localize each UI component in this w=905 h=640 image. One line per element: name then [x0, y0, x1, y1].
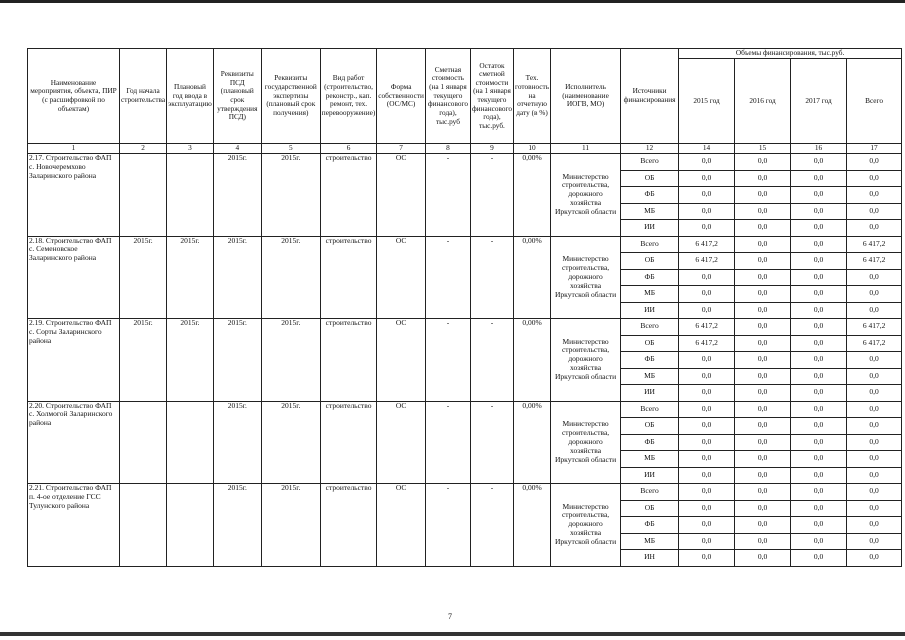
column-number: 2 [120, 144, 167, 154]
value-2015: 0,0 [679, 368, 735, 385]
column-number: 7 [377, 144, 426, 154]
value-total: 0,0 [847, 170, 902, 187]
funding-source: ОБ [621, 335, 679, 352]
commission-year: 2015г. [167, 236, 214, 319]
value-2015: 0,0 [679, 401, 735, 418]
psd-date: 2015г. [213, 484, 261, 567]
ownership: ОС [377, 154, 426, 237]
value-2015: 0,0 [679, 286, 735, 303]
value-total: 6 417,2 [847, 253, 902, 270]
value-2017: 0,0 [791, 220, 847, 237]
value-2017: 0,0 [791, 236, 847, 253]
funding-source: ИН [621, 550, 679, 567]
value-2017: 0,0 [791, 500, 847, 517]
value-2016: 0,0 [735, 187, 791, 204]
value-total: 0,0 [847, 434, 902, 451]
value-total: 0,0 [847, 269, 902, 286]
funding-source: Всего [621, 484, 679, 501]
commission-year [167, 154, 214, 237]
value-total: 0,0 [847, 368, 902, 385]
value-2015: 0,0 [679, 187, 735, 204]
header-commission: Плановый год ввода в эксплуатацию [167, 49, 214, 144]
scan-edge-top [0, 0, 905, 3]
start-year [120, 154, 167, 237]
value-total: 0,0 [847, 500, 902, 517]
column-number: 10 [514, 144, 551, 154]
value-2016: 0,0 [735, 319, 791, 336]
funding-source: Всего [621, 154, 679, 171]
table-row [28, 154, 902, 171]
funding-source: МБ [621, 451, 679, 468]
executor: Министерство строительства, дорожного хозяйства Иркутской области [551, 236, 621, 319]
estimate-cost: - [425, 154, 470, 237]
value-2015: 0,0 [679, 434, 735, 451]
funding-source: ИИ [621, 302, 679, 319]
executor: Министерство строительства, дорожного хозяйства Иркутской области [551, 484, 621, 567]
funding-source: МБ [621, 286, 679, 303]
value-2017: 0,0 [791, 203, 847, 220]
value-2015: 0,0 [679, 302, 735, 319]
page-number: 7 [448, 612, 452, 621]
value-2017: 0,0 [791, 286, 847, 303]
ownership: ОС [377, 236, 426, 319]
header-funding-group: Объемы финансирования, тыс.руб. [679, 49, 902, 59]
start-year: 2015г. [120, 319, 167, 402]
value-2016: 0,0 [735, 302, 791, 319]
value-2015: 0,0 [679, 550, 735, 567]
value-2016: 0,0 [735, 550, 791, 567]
readiness: 0,00% [514, 484, 551, 567]
scan-edge-bottom [0, 632, 905, 636]
column-number-row [28, 144, 902, 154]
value-total: 6 417,2 [847, 335, 902, 352]
value-2017: 0,0 [791, 550, 847, 567]
remaining-cost: - [470, 484, 513, 567]
funding-source: ИИ [621, 220, 679, 237]
column-number: 6 [320, 144, 377, 154]
executor: Министерство строительства, дорожного хозяйства Иркутской области [551, 154, 621, 237]
column-number: 14 [679, 144, 735, 154]
value-total: 0,0 [847, 302, 902, 319]
value-total: 0,0 [847, 484, 902, 501]
value-total: 0,0 [847, 154, 902, 171]
funding-source: ИИ [621, 467, 679, 484]
value-total: 0,0 [847, 550, 902, 567]
table-row [28, 484, 902, 501]
commission-year [167, 401, 214, 484]
funding-source: Всего [621, 401, 679, 418]
readiness: 0,00% [514, 236, 551, 319]
executor: Министерство строительства, дорожного хозяйства Иркутской области [551, 401, 621, 484]
column-number: 11 [551, 144, 621, 154]
funding-source: Всего [621, 236, 679, 253]
column-number: 4 [213, 144, 261, 154]
project-name: 2.18. Строительство ФАП с. Семеновское Заларинского района [28, 236, 120, 319]
header-year-2016: 2016 год [735, 59, 791, 144]
expertise-date: 2015г. [261, 401, 320, 484]
value-2015: 0,0 [679, 484, 735, 501]
financing-table [27, 48, 902, 567]
estimate-cost: - [425, 484, 470, 567]
header-estimate: Сметная стоимость (на 1 января текущего финансового года), тыс.руб [425, 49, 470, 144]
expertise-date: 2015г. [261, 484, 320, 567]
start-year [120, 484, 167, 567]
remaining-cost: - [470, 154, 513, 237]
funding-source: ФБ [621, 269, 679, 286]
value-2017: 0,0 [791, 352, 847, 369]
value-2016: 0,0 [735, 418, 791, 435]
remaining-cost: - [470, 401, 513, 484]
value-2016: 0,0 [735, 154, 791, 171]
column-number: 5 [261, 144, 320, 154]
value-total: 0,0 [847, 187, 902, 204]
expertise-date: 2015г. [261, 236, 320, 319]
header-sources: Источники финансирования [621, 49, 679, 144]
psd-date: 2015г. [213, 319, 261, 402]
value-2016: 0,0 [735, 203, 791, 220]
value-2017: 0,0 [791, 319, 847, 336]
value-2016: 0,0 [735, 352, 791, 369]
value-total: 0,0 [847, 517, 902, 534]
table-row [28, 236, 902, 253]
funding-source: ФБ [621, 352, 679, 369]
value-2017: 0,0 [791, 434, 847, 451]
value-2015: 6 417,2 [679, 253, 735, 270]
column-number: 1 [28, 144, 120, 154]
funding-source: Всего [621, 319, 679, 336]
ownership: ОС [377, 401, 426, 484]
column-number: 16 [791, 144, 847, 154]
value-2017: 0,0 [791, 517, 847, 534]
value-2015: 0,0 [679, 170, 735, 187]
readiness: 0,00% [514, 154, 551, 237]
value-2016: 0,0 [735, 236, 791, 253]
value-2017: 0,0 [791, 484, 847, 501]
value-2015: 0,0 [679, 517, 735, 534]
work-type: строительство [320, 236, 377, 319]
value-2016: 0,0 [735, 170, 791, 187]
executor: Министерство строительства, дорожного хозяйства Иркутской области [551, 319, 621, 402]
funding-source: МБ [621, 368, 679, 385]
value-2015: 0,0 [679, 203, 735, 220]
value-2016: 0,0 [735, 517, 791, 534]
value-2015: 0,0 [679, 418, 735, 435]
value-2016: 0,0 [735, 368, 791, 385]
column-number: 8 [425, 144, 470, 154]
column-number: 17 [847, 144, 902, 154]
expertise-date: 2015г. [261, 154, 320, 237]
value-2015: 0,0 [679, 352, 735, 369]
project-name: 2.19. Строительство ФАП с. Сорты Заларинского района [28, 319, 120, 402]
value-2016: 0,0 [735, 335, 791, 352]
project-name: 2.20. Строительство ФАП с. Холмогой Заларинского района [28, 401, 120, 484]
estimate-cost: - [425, 319, 470, 402]
value-2017: 0,0 [791, 467, 847, 484]
value-2017: 0,0 [791, 418, 847, 435]
psd-date: 2015г. [213, 401, 261, 484]
value-2017: 0,0 [791, 302, 847, 319]
value-total: 0,0 [847, 385, 902, 402]
project-name: 2.21. Строительство ФАП п. 4-ое отделение ГСС Тулунского района [28, 484, 120, 567]
value-total: 0,0 [847, 533, 902, 550]
column-number: 3 [167, 144, 214, 154]
value-total: 0,0 [847, 286, 902, 303]
funding-source: ОБ [621, 418, 679, 435]
estimate-cost: - [425, 401, 470, 484]
header-readiness: Тех. готовность на отчетную дату (в %) [514, 49, 551, 144]
value-2016: 0,0 [735, 451, 791, 468]
funding-source: ФБ [621, 187, 679, 204]
value-total: 0,0 [847, 401, 902, 418]
value-2016: 0,0 [735, 401, 791, 418]
header-year-2015: 2015 год [679, 59, 735, 144]
value-2016: 0,0 [735, 484, 791, 501]
remaining-cost: - [470, 236, 513, 319]
table-row [28, 401, 902, 418]
readiness: 0,00% [514, 401, 551, 484]
table-row [28, 319, 902, 336]
value-2017: 0,0 [791, 269, 847, 286]
commission-year: 2015г. [167, 319, 214, 402]
header-remaining: Остаток сметной стоимости (на 1 января текущего финансового года), тыс.руб. [470, 49, 513, 144]
value-2017: 0,0 [791, 170, 847, 187]
funding-source: ОБ [621, 500, 679, 517]
ownership: ОС [377, 484, 426, 567]
value-2016: 0,0 [735, 500, 791, 517]
value-2017: 0,0 [791, 368, 847, 385]
funding-source: ОБ [621, 170, 679, 187]
value-total: 6 417,2 [847, 236, 902, 253]
value-2017: 0,0 [791, 385, 847, 402]
value-2016: 0,0 [735, 220, 791, 237]
value-2017: 0,0 [791, 401, 847, 418]
remaining-cost: - [470, 319, 513, 402]
value-2016: 0,0 [735, 434, 791, 451]
commission-year [167, 484, 214, 567]
value-2017: 0,0 [791, 253, 847, 270]
value-2015: 0,0 [679, 500, 735, 517]
start-year: 2015г. [120, 236, 167, 319]
value-total: 0,0 [847, 418, 902, 435]
header-ownership: Форма собственности (ОС/МС) [377, 49, 426, 144]
work-type: строительство [320, 319, 377, 402]
funding-source: ФБ [621, 517, 679, 534]
value-2016: 0,0 [735, 533, 791, 550]
value-2015: 0,0 [679, 533, 735, 550]
project-name: 2.17. Строительство ФАП с. Новочеремхово Заларинского района [28, 154, 120, 237]
header-total: Всего [847, 59, 902, 144]
value-2016: 0,0 [735, 467, 791, 484]
value-2015: 6 417,2 [679, 335, 735, 352]
header-work-type: Вид работ (строительство, реконстр., кап. ремонт, тех. перевооружение) [320, 49, 377, 144]
column-number: 12 [621, 144, 679, 154]
value-2015: 0,0 [679, 154, 735, 171]
header-start-year: Год начала строительства [120, 49, 167, 144]
value-2017: 0,0 [791, 533, 847, 550]
value-2015: 6 417,2 [679, 236, 735, 253]
value-2017: 0,0 [791, 335, 847, 352]
value-2015: 0,0 [679, 385, 735, 402]
funding-source: МБ [621, 203, 679, 220]
value-2016: 0,0 [735, 385, 791, 402]
funding-source: ИИ [621, 385, 679, 402]
readiness: 0,00% [514, 319, 551, 402]
work-type: строительство [320, 401, 377, 484]
value-total: 0,0 [847, 220, 902, 237]
ownership: ОС [377, 319, 426, 402]
value-2015: 0,0 [679, 451, 735, 468]
header-psd: Реквизиты ПСД (плановый срок утверждения ПСД) [213, 49, 261, 144]
psd-date: 2015г. [213, 154, 261, 237]
value-2015: 0,0 [679, 269, 735, 286]
estimate-cost: - [425, 236, 470, 319]
value-2017: 0,0 [791, 187, 847, 204]
funding-source: МБ [621, 533, 679, 550]
header-name: Наименование мероприятия, объекта, ПИР (с расшифровкой по объектам) [28, 49, 120, 144]
funding-source: ОБ [621, 253, 679, 270]
expertise-date: 2015г. [261, 319, 320, 402]
value-2015: 0,0 [679, 220, 735, 237]
value-2016: 0,0 [735, 269, 791, 286]
value-total: 0,0 [847, 451, 902, 468]
value-2016: 0,0 [735, 253, 791, 270]
work-type: строительство [320, 154, 377, 237]
column-number: 9 [470, 144, 513, 154]
work-type: строительство [320, 484, 377, 567]
value-2015: 6 417,2 [679, 319, 735, 336]
value-2017: 0,0 [791, 451, 847, 468]
value-total: 0,0 [847, 203, 902, 220]
value-total: 0,0 [847, 467, 902, 484]
funding-source: ФБ [621, 434, 679, 451]
value-2017: 0,0 [791, 154, 847, 171]
header-expertise: Реквизиты государственной экспертизы (плановый срок получения) [261, 49, 320, 144]
value-total: 0,0 [847, 352, 902, 369]
value-total: 6 417,2 [847, 319, 902, 336]
header-year-2017: 2017 год [791, 59, 847, 144]
value-2016: 0,0 [735, 286, 791, 303]
psd-date: 2015г. [213, 236, 261, 319]
column-number: 15 [735, 144, 791, 154]
header-executor: Исполнитель (наименование ИОГВ, МО) [551, 49, 621, 144]
start-year [120, 401, 167, 484]
value-2015: 0,0 [679, 467, 735, 484]
